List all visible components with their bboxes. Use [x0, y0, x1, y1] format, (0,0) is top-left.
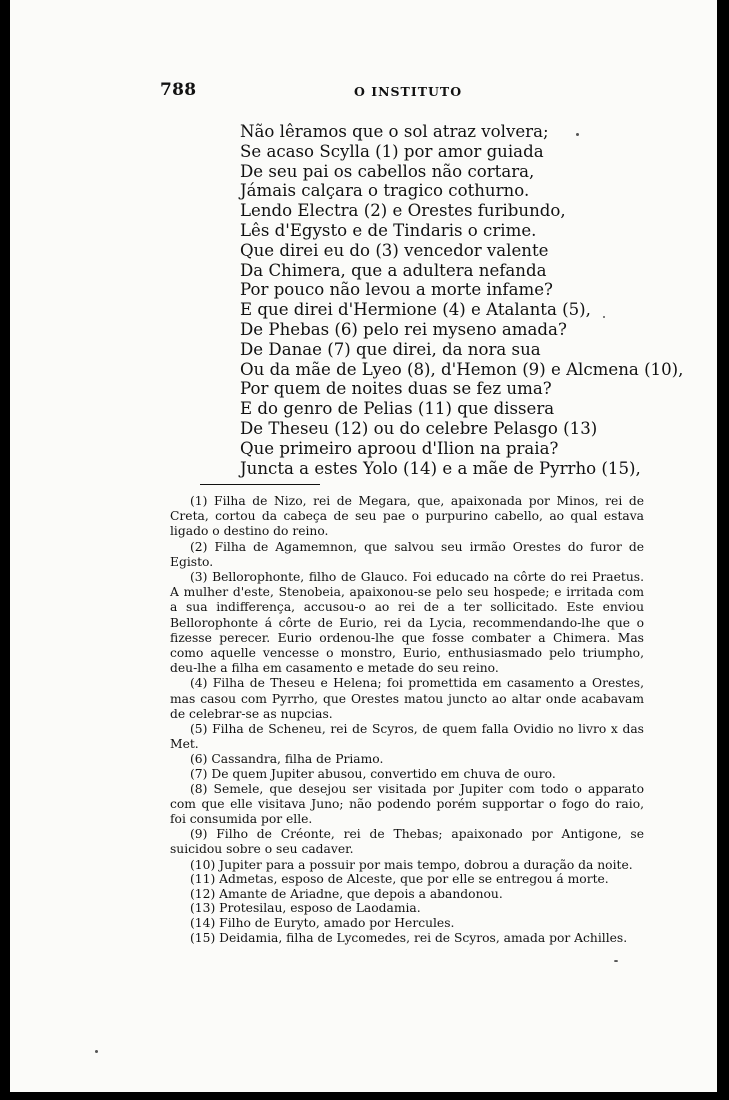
footnote	[170, 887, 644, 902]
page-header	[10, 80, 717, 104]
poem-line: E do genro de Pelias (11) que dissera	[240, 399, 555, 419]
footnote-text: Protesilau, esposo de Laodamia.	[219, 901, 421, 916]
poem-line: Da Chimera, que a adultera nefanda	[240, 260, 547, 280]
footnote	[170, 858, 644, 873]
footnote	[170, 916, 644, 931]
footnote	[170, 931, 644, 946]
footnote-text: Admetas, esposo de Alceste, que por elle se entregou á morte.	[219, 872, 609, 887]
poem-line: Se acaso Scylla (1) por amor guiada	[240, 141, 544, 161]
footnote-number: (8)	[190, 781, 208, 796]
poem-block	[240, 122, 684, 478]
footnote-text: Cassandra, filha de Priamo.	[211, 752, 384, 767]
poem-line: E que direi d'Hermione (4) e Atalanta (5),	[240, 300, 591, 320]
footnote-text: Deidamia, filha de Lycomedes, rei de Scyros, amada por Achilles.	[219, 930, 628, 945]
footnote-number: (5)	[190, 722, 208, 737]
footnote-number: (13)	[190, 901, 216, 916]
footnote-text: Bellorophonte, filho de Glauco. Foi educado na côrte do rei Praetus. A mulher d'este, Stenobeia, apaixonou-se pelo seu hospede; e irritada com a sua indifferença, accusou-o ao rei de a ter sollicitado. Este enviou Bellorophonte á côrte de Eurio, rei da Lycia, recommendando-lhe que o fizesse perecer. Eurio ordenou-lhe que fosse combater a Chimera. Mas como aquelle vencesse o monstro, Eurio, enthusiasmado pelo triumpho, deu-lhe a filha em casamento e metade do seu reino.	[170, 570, 644, 676]
footnote	[170, 570, 644, 676]
footnote-text: Filho de Euryto, amado por Hercules.	[219, 916, 455, 931]
footnote-text: Filha de Nizo, rei de Megara, que, apaixonada por Minos, rei de Creta, cortou da cabeça de seu pae o purpurino cabello, ao qual estava ligado o destino do reino.	[170, 494, 644, 539]
footnote	[170, 540, 644, 570]
footnotes	[170, 494, 644, 945]
poem-line: De Danae (7) que direi, da nora sua	[240, 339, 541, 359]
poem-line: Não lêramos que o sol atraz volvera;	[240, 122, 549, 141]
footnote-text: Filha de Agamemnon, que salvou seu irmão Orestes do furor de Egisto.	[170, 539, 644, 569]
poem-line: De Theseu (12) ou do celebre Pelasgo (13)	[240, 418, 598, 438]
footnote	[170, 752, 644, 767]
poem-line: Por pouco não levou a morte infame?	[240, 280, 553, 300]
footnote	[170, 676, 644, 722]
footnote-number: (2)	[190, 539, 208, 554]
footnote-text: Filha de Scheneu, rei de Scyros, de quem falla Ovidio no livro x das Met.	[170, 722, 644, 752]
footnote	[170, 722, 644, 752]
footnote-number: (14)	[190, 916, 216, 931]
footnote-number: (7)	[190, 767, 208, 782]
footnote-text: Filho de Créonte, rei de Thebas; apaixonado por Antigone, se suicidou sobre o seu cadaver.	[170, 827, 644, 857]
running-title: O INSTITUTO	[354, 84, 463, 99]
poem-line: Que primeiro aproou d'Ilion na praia?	[240, 438, 559, 458]
page-number: 788	[160, 80, 197, 100]
footnote	[170, 872, 644, 887]
footnote	[170, 494, 644, 540]
footnote	[170, 827, 644, 857]
footnote-separator	[200, 484, 320, 485]
footnote	[170, 767, 644, 782]
footnote-number: (9)	[190, 827, 208, 842]
ink-speck	[95, 1050, 98, 1053]
poem-line: Que direi eu do (3) vencedor valente	[240, 240, 549, 260]
ink-speck	[614, 960, 618, 962]
footnote	[170, 901, 644, 916]
poem-line: Jámais calçara o tragico cothurno.	[240, 181, 530, 201]
footnote-number: (6)	[190, 752, 208, 767]
poem-line: Por quem de noites duas se fez uma?	[240, 379, 552, 399]
poem-line: De Phebas (6) pelo rei myseno amada?	[240, 319, 567, 339]
poem-line: Juncta a estes Yolo (14) e a mãe de Pyrrho (15),	[240, 458, 641, 478]
ink-speck	[603, 316, 605, 318]
footnote-text: Semele, que desejou ser visitada por Jupiter com todo o apparato com que elle visitava Juno; não podendo porém supportar o fogo do raio, foi consumida por elle.	[170, 781, 644, 827]
ink-speck	[576, 133, 579, 136]
footnote-text: Filha de Theseu e Helena; foi promettida em casamento a Orestes, mas casou com Pyrrho, que Orestes matou juncto ao altar onde acabavam de celebrar-se as nupcias.	[170, 676, 644, 721]
footnote-text: Amante de Ariadne, que depois a abandonou.	[219, 886, 503, 901]
footnote-number: (1)	[190, 494, 208, 508]
footnote-number: (3)	[190, 570, 208, 585]
poem-line: Ou da mãe de Lyeo (8), d'Hemon (9) e Alcmena (10),	[240, 359, 684, 379]
poem-line: De seu pai os cabellos não cortara,	[240, 161, 535, 181]
footnote-text: Jupiter para a possuir por mais tempo, dobrou a duração da noite.	[219, 857, 633, 872]
footnote-number: (12)	[190, 886, 216, 901]
footnote-number: (10)	[190, 857, 216, 872]
footnote-text: De quem Jupiter abusou, convertido em chuva de ouro.	[211, 767, 556, 782]
footnote-number: (4)	[190, 676, 208, 691]
footnote-number: (11)	[190, 872, 216, 887]
footnote	[170, 782, 644, 828]
footnote-number: (15)	[190, 930, 216, 945]
poem-line: Lês d'Egysto e de Tindaris o crime.	[240, 220, 537, 240]
poem-line: Lendo Electra (2) e Orestes furibundo,	[240, 201, 566, 221]
